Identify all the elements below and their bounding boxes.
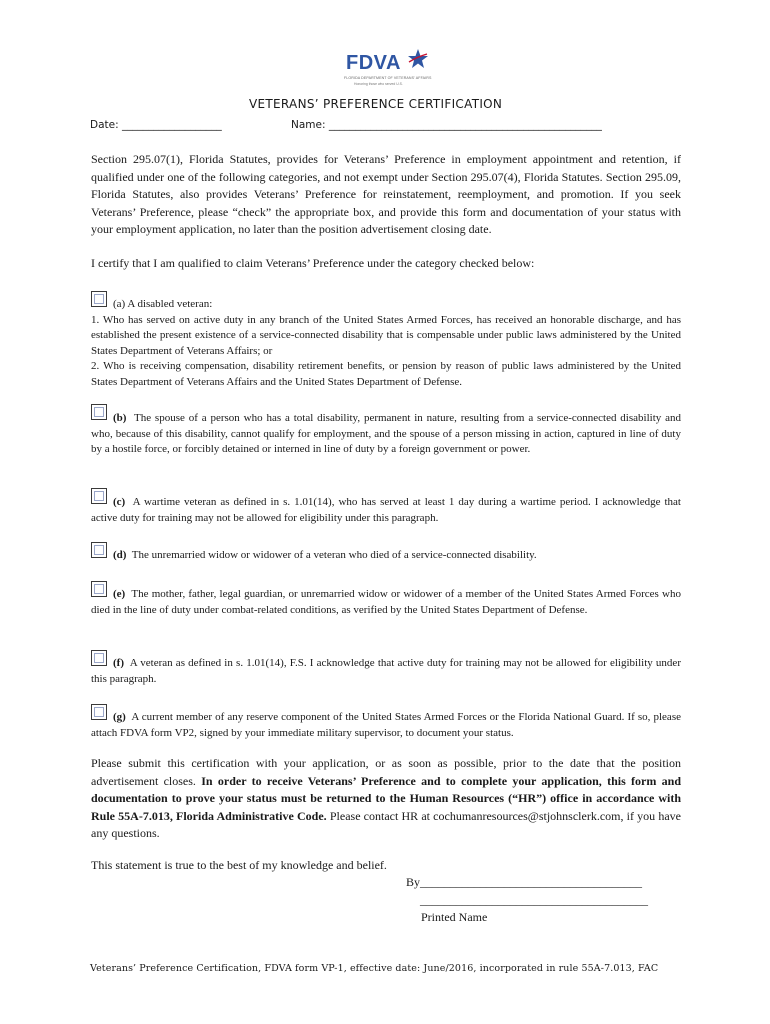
option-g-text: A current member of any reserve component of the United States Armed Forces or the Florida National Guard. If so, please attach FDVA form VP2, signed by your immediate military supervisor, to document your status. (91, 711, 681, 739)
option-f-text: A veteran as defined in s. 1.01(14), F.S. I acknowledge that active duty for training may not be allowed for eligibility under this paragraph. (91, 657, 681, 685)
printed-name-label: Printed Name (421, 910, 488, 924)
form-title: VETERANS’ PREFERENCE CERTIFICATION (249, 97, 503, 111)
logo-subtitle: FLORIDA DEPARTMENT OF VETERANS' AFFAIRS (344, 76, 432, 80)
option-e-label: (e) (113, 588, 126, 600)
logo-tagline: Honoring those who served U.S. (354, 82, 403, 86)
option-d-text: The unremarried widow or widower of a veteran who died of a service-connected disability. (131, 549, 537, 561)
option-b-text: The spouse of a person who has a total disability, permanent in nature, resulting from a service-connected disability and who, because of this disability, cannot qualify for employment, and the spouse of a person missing in action, captured in line of duty by a hostile force, or forcibly detained or interned in line of duty by a foreign government or power. (91, 412, 681, 456)
fdva-logo (330, 48, 434, 92)
option-e (91, 587, 681, 618)
submit-paragraph (91, 755, 681, 843)
option-f-label: (f) (113, 657, 124, 669)
logo-wordmark: FDVA (346, 52, 401, 74)
option-a-line2: 2. Who is receiving compensation, disability retirement benefits, or pension by reason of public laws administered by the United States Department of Veterans Affairs and the United States Department of Defense. (91, 360, 681, 388)
option-f (91, 656, 681, 687)
truth-statement: This statement is true to the best of my knowledge and belief. (91, 858, 387, 872)
option-d (91, 548, 681, 564)
star-icon (407, 48, 429, 70)
option-a (91, 297, 681, 391)
option-b-label: (b) (113, 412, 127, 424)
date-field[interactable]: Date: ___________________ (90, 119, 222, 131)
option-b (91, 411, 681, 458)
option-c (91, 495, 681, 526)
option-d-label: (d) (113, 549, 127, 561)
intro-paragraph: Section 295.07(1), Florida Statutes, provides for Veterans’ Preference in employment appointment and retention, if qualified under one of the following categories, and not exempt under Section 295.07(4), Florida Statutes. Section 295.09, Florida Statutes, also provides Veterans’ Preference for reinstatement, reemployment, and promotion. If you seek Veterans’ Preference, please “check” the appropriate box, and provide this form and documentation of your status with your employment application, no later than the position advertisement closing date. (91, 152, 681, 237)
option-c-text: A wartime veteran as defined in s. 1.01(14), who has served at least 1 day during a wartime period. I acknowledge that active duty for training may not be allowed for eligibility under this paragraph. (91, 496, 681, 524)
printed-name-line[interactable]: ______________________________________ (420, 893, 648, 907)
submit-bold: In order to receive Veterans’ Preference and to complete your application, this form and documentation to prove your status must be returned to the Human Resources (“HR”) office in accordance with Rule 55A-7.013, Florida Administrative Code. (91, 773, 682, 823)
signature-line[interactable]: By_____________________________________ (406, 875, 643, 889)
option-a-line1: 1. Who has served on active duty in any branch of the United States Armed Forces, has received an honorable discharge, and has established the present existence of a service-connected disability that is compensable under public laws administered by the United States Department of Veterans Affairs; or (91, 313, 681, 357)
option-g (91, 710, 681, 741)
certify-statement: I certify that I am qualified to claim Veterans’ Preference under the category checked below: (91, 256, 535, 270)
name-field[interactable]: Name: ____________________________________________________ (291, 119, 602, 131)
option-g-label: (g) (113, 711, 126, 723)
form-footer: Veterans’ Preference Certification, FDVA form VP-1, effective date: June/2016, incorporated in rule 55A-7.013, FAC (90, 963, 659, 974)
submit-part2: Please contact HR at cochumanresources@stjohnsclerk.com, if you have any questions. (91, 808, 681, 841)
option-c-label: (c) (113, 496, 126, 508)
option-a-head: (a) A disabled veteran: (113, 298, 213, 310)
submit-part1: Please submit this certification with your application, or as soon as possible, prior to the date that the position advertisement closes. (91, 756, 681, 788)
option-e-text: The mother, father, legal guardian, or unremarried widow or widower of a member of the United States Armed Forces who died in the line of duty under combat-related conditions, as verified by the United States Department of Defense. (91, 588, 681, 616)
